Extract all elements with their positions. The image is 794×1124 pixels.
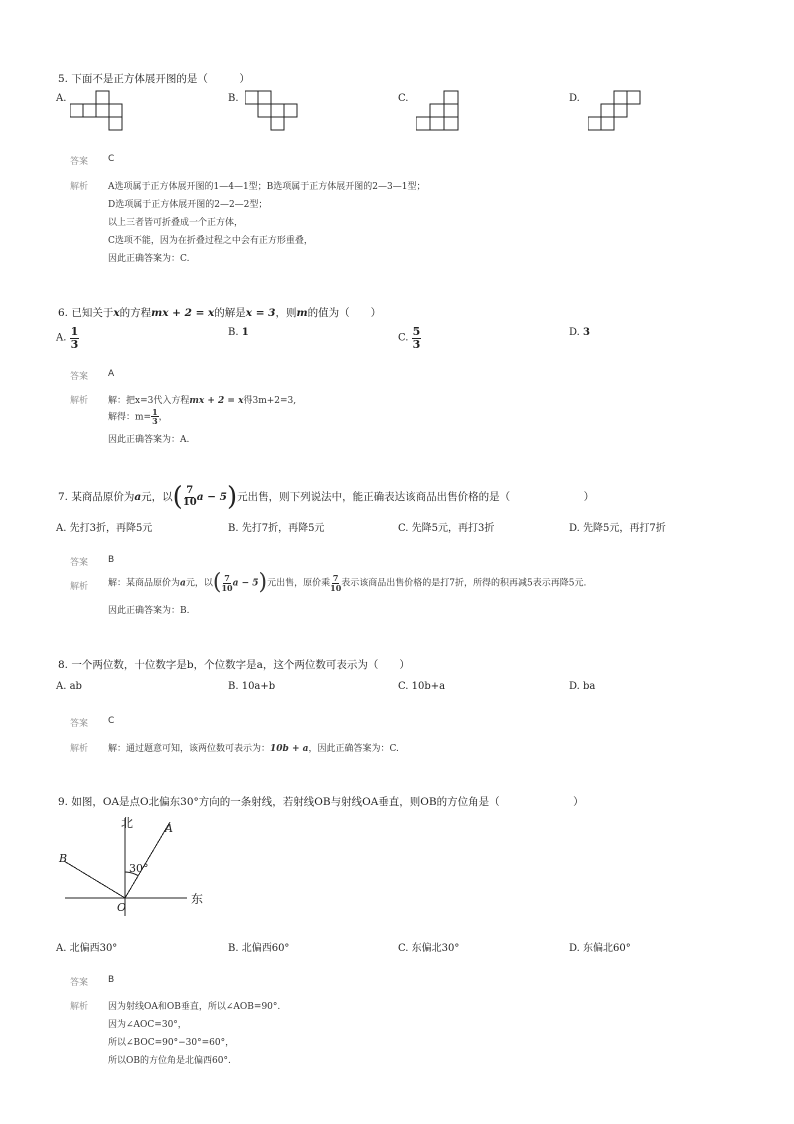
q5-option-c: C.: [398, 93, 409, 104]
q8-option-d: D. ba: [569, 681, 596, 692]
point-b-label: B: [59, 852, 68, 865]
right-paren: ): [258, 570, 268, 595]
q8-answer: C: [108, 716, 115, 726]
left-paren: (: [212, 570, 222, 595]
exp-text: ，: [158, 412, 168, 423]
q5-net-d: [588, 90, 648, 135]
q9-exp-label: 解析: [70, 1002, 89, 1012]
denominator: 3: [70, 337, 79, 351]
q5-exp-line: 因此正确答案为：C.: [108, 254, 190, 264]
q7-exp-line: [108, 572, 586, 594]
exp-text: 解：把x=3代入方程: [108, 396, 190, 406]
fraction: [412, 326, 422, 350]
numerator: 1: [70, 325, 79, 338]
q5-answer: C: [108, 154, 115, 164]
exp-equation: mx + 2 = x: [189, 396, 244, 406]
q6-solution: x = 3: [245, 307, 276, 319]
q6-var-m: m: [296, 307, 308, 319]
q6-exp-line: [108, 408, 168, 426]
q8-option-c: C. 10b+a: [398, 681, 446, 692]
q7-exp-line: 因此正确答案为：B.: [108, 606, 190, 616]
q9-option-b: B. 北偏西60°: [228, 943, 290, 954]
denominator: 10: [221, 582, 233, 593]
q7-stem: [58, 484, 594, 510]
q7-expression: a − 5: [196, 491, 227, 503]
q9-stem: 9. 如图，OA是点O北偏东30°方向的一条射线，若射线OB与射线OA垂直，则OB的方位角是（ ）: [58, 796, 584, 808]
q6-option-d: [569, 327, 590, 338]
q6-exp-label: 解析: [70, 396, 89, 406]
q6-answer: A: [108, 369, 115, 379]
q6-stem-text: 的解是: [214, 307, 246, 319]
q7-answer: B: [108, 555, 115, 565]
denominator: 10: [182, 496, 197, 508]
angle-label: 30°: [129, 862, 149, 875]
east-label: 东: [191, 892, 204, 906]
right-paren: ): [226, 482, 238, 512]
fraction: [151, 408, 159, 426]
q9-option-a: A. 北偏西30°: [56, 943, 118, 954]
q9-option-d: D. 东偏北60°: [569, 943, 631, 954]
numerator: 7: [224, 573, 230, 584]
q8-exp-label: 解析: [70, 744, 89, 754]
q6-equation: mx + 2 = x: [151, 307, 215, 319]
q5-option-b: B.: [228, 93, 239, 104]
q7-answer-label: 答案: [70, 558, 89, 568]
q8-stem: 8. 一个两位数，十位数字是b，个位数字是a，这个两位数可表示为（ ）: [58, 659, 410, 671]
option-letter: C.: [398, 332, 409, 344]
exp-text: 解得：m=: [108, 412, 152, 423]
q5-exp-line: 以上三者皆可折叠成一个正方体，: [108, 218, 244, 228]
point-a-label: A: [165, 822, 173, 835]
exp-text: 元出售，原价乘: [267, 578, 331, 589]
q7-option-d: D. 先降5元，再打7折: [569, 523, 666, 534]
exp-text: ，因此正确答案为：C.: [308, 744, 399, 754]
north-label: 北: [121, 816, 134, 830]
denominator: 10: [330, 582, 342, 593]
fraction: [330, 574, 341, 592]
option-letter: A.: [56, 332, 67, 344]
ray-ob: [64, 861, 125, 898]
q9-answer-label: 答案: [70, 978, 89, 988]
fraction: [221, 574, 232, 592]
q6-option-b: [228, 327, 249, 338]
q6-stem-text: 6. 已知关于: [58, 307, 114, 319]
exp-expression: a − 5: [232, 578, 259, 589]
denominator: 3: [412, 337, 421, 351]
exp-text: 得3m+2=3,: [243, 396, 297, 406]
q7-option-c: C. 先降5元，再打3折: [398, 523, 495, 534]
q5-answer-label: 答案: [70, 157, 89, 167]
denominator: 3: [152, 416, 158, 427]
q5-net-b: [245, 90, 305, 135]
option-value: 1: [241, 327, 249, 338]
q6-option-c: [398, 326, 421, 350]
q6-stem-text: ，则: [275, 307, 297, 319]
q7-option-b: B. 先打7折，再降5元: [228, 523, 325, 534]
q8-exp-line: [108, 741, 399, 754]
q7-var-a: a: [134, 491, 142, 503]
q7-stem-text: 元出售，则下列说法中，能正确表达该商品出售价格的是（ ）: [237, 491, 595, 503]
fraction: [70, 326, 80, 350]
q6-exp-line: [108, 393, 296, 406]
q5-exp-line: A选项属于正方体展开图的1—4—1型；B选项属于正方体展开图的2—3—1型；: [108, 182, 426, 192]
q5-net-c: [416, 90, 476, 135]
q6-answer-label: 答案: [70, 372, 89, 382]
q5-option-d: D.: [569, 93, 580, 104]
point-o-label: O: [117, 901, 127, 914]
numerator: 5: [412, 325, 421, 338]
q9-direction-figure: [55, 812, 215, 920]
exp-var-a: a: [180, 578, 186, 589]
q5-net-a: [70, 90, 130, 135]
q9-exp-line: 所以OB的方位角是北偏西60°.: [108, 1056, 231, 1066]
q9-exp-line: 所以∠BOC=90°−30°=60°，: [108, 1038, 235, 1048]
q6-stem: [58, 305, 381, 320]
q6-exp-line: 因此正确答案为：A.: [108, 435, 190, 445]
q9-exp-line: 因为射线OA和OB垂直，所以∠AOB=90°.: [108, 1002, 281, 1012]
q7-stem-text: 元，以: [141, 491, 173, 503]
q6-option-a: [56, 326, 79, 350]
q5-stem: 5. 下面不是正方体展开图的是（ ）: [58, 73, 250, 85]
q5-exp-label: 解析: [70, 182, 89, 192]
option-letter: D.: [569, 327, 580, 338]
q7-option-a: A. 先打3折，再降5元: [56, 523, 153, 534]
q8-option-b: B. 10a+b: [228, 681, 276, 692]
exp-expression: 10b + a: [270, 744, 309, 754]
q6-stem-text: 的方程: [119, 307, 152, 319]
numerator: 7: [332, 573, 339, 584]
q5-option-a: A.: [56, 93, 67, 104]
numerator: 7: [186, 485, 194, 496]
q9-answer: B: [108, 975, 115, 985]
exp-text: 解：某商品原价为: [108, 578, 181, 589]
q8-answer-label: 答案: [70, 719, 89, 729]
q8-option-a: A. ab: [56, 681, 82, 692]
ray-oa: [125, 822, 170, 898]
q9-option-c: C. 东偏北30°: [398, 943, 460, 954]
q5-exp-line: D选项属于正方体展开图的2—2—2型；: [108, 200, 268, 210]
exp-text: 元，以: [185, 578, 213, 589]
left-paren: (: [172, 482, 183, 512]
q5-exp-line: C选项不能，因为在折叠过程之中会有正方形重叠，: [108, 236, 313, 246]
q6-stem-text: 的值为（ ）: [307, 307, 382, 319]
exp-text: 表示该商品出售价格的是打7折，所得的积再减5表示再降5元.: [341, 578, 587, 589]
exp-text: 解：通过题意可知，该两位数可表示为：: [108, 744, 271, 754]
q9-exp-line: 因为∠AOC=30°，: [108, 1020, 187, 1030]
numerator: 1: [152, 407, 158, 417]
fraction: [183, 486, 197, 508]
q7-stem-text: 7. 某商品原价为: [58, 491, 135, 503]
option-value: 3: [583, 327, 590, 338]
q6-var-x: x: [113, 307, 120, 319]
option-letter: B.: [228, 327, 239, 338]
q7-exp-label: 解析: [70, 582, 89, 592]
